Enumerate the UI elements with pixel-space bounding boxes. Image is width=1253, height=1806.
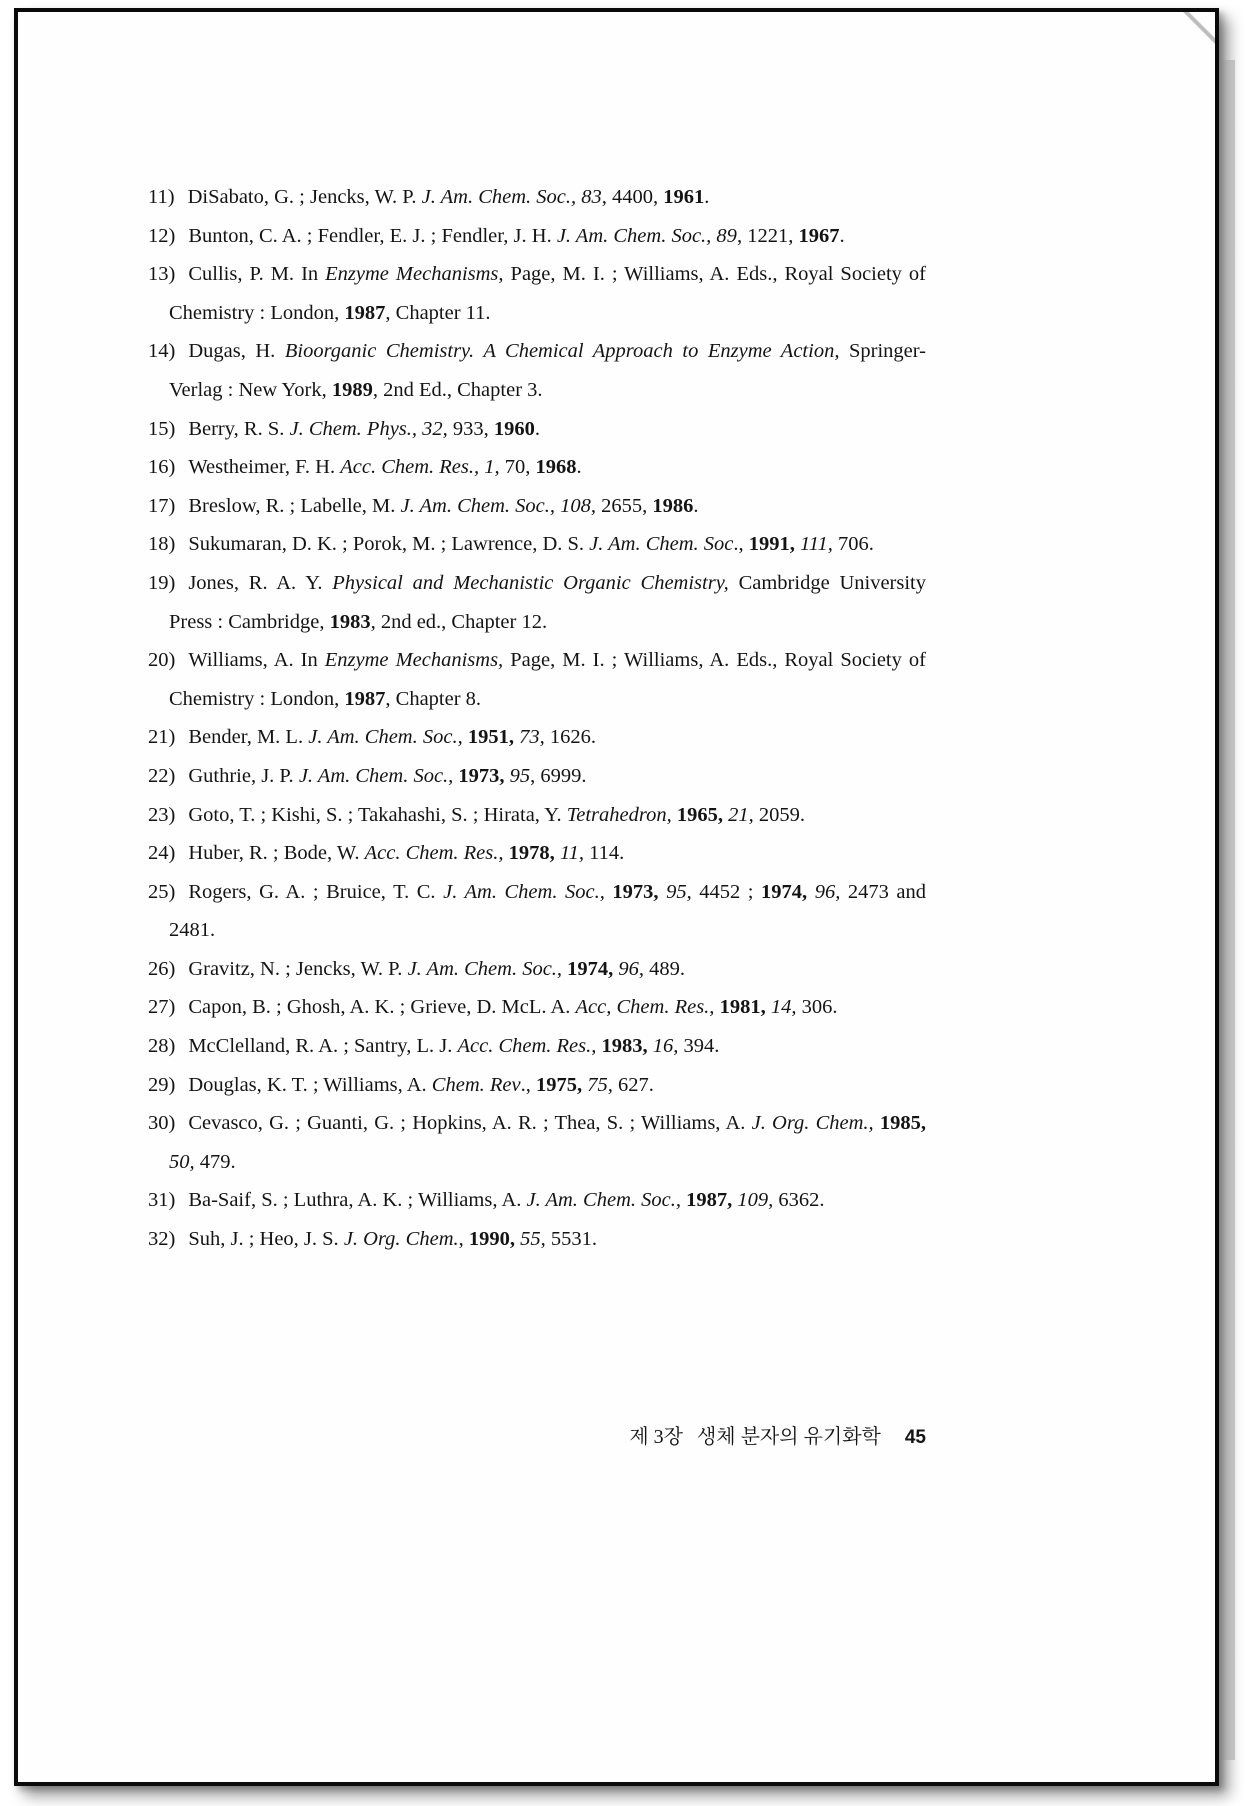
- reference-text-segment: 1983,: [601, 1035, 648, 1058]
- reference-text-segment: 1973,: [612, 880, 659, 903]
- reference-number: 29): [148, 1073, 176, 1096]
- reference-text-segment: Sukumaran, D. K. ; Porok, M. ; Lawrence, D. S.: [188, 533, 590, 556]
- reference-text-segment: 2655,: [596, 494, 653, 517]
- reference-text-segment: 1987: [344, 687, 386, 710]
- reference-number: 15): [148, 417, 176, 440]
- reference-text-segment: [659, 881, 667, 903]
- reference-number: 28): [148, 1035, 176, 1058]
- reference-text-segment: 96,: [814, 880, 841, 903]
- reference-text-segment: Breslow, R. ; Labelle, M.: [188, 494, 401, 517]
- reference-entry: [148, 796, 926, 835]
- reference-text-segment: , 1221,: [736, 224, 799, 247]
- reference-text-segment: 1968: [535, 456, 577, 479]
- reference-text-segment: 73,: [519, 726, 545, 749]
- reference-text-segment: 1990,: [468, 1228, 516, 1251]
- reference-text-segment: Williams, A. In: [188, 649, 325, 672]
- reference-text-segment: J. Am. Chem. Soc: [589, 533, 734, 556]
- reference-text-segment: J. Am. Chem. Soc.,: [298, 764, 454, 787]
- reference-text-segment: 933,: [447, 417, 494, 440]
- page-corner-curl: [1005, 12, 1215, 212]
- reference-text-segment: 55,: [520, 1228, 546, 1251]
- reference-entry: [148, 410, 926, 449]
- reference-text-segment: 1987,: [686, 1189, 733, 1212]
- reference-text-segment: Huber, R. ; Bode, W.: [188, 842, 365, 865]
- reference-text-segment: Goto, T. ; Kishi, S. ; Takahashi, S. ; Hirata, Y.: [188, 803, 567, 826]
- reference-text-segment: Suh, J. ; Heo, J. S.: [188, 1228, 344, 1251]
- reference-text-segment: 1975,: [535, 1073, 583, 1096]
- reference-text-segment: 1951,: [467, 726, 514, 749]
- reference-text-segment: 1965,: [676, 803, 723, 826]
- reference-entry: [148, 1220, 926, 1259]
- reference-text-segment: 394.: [678, 1035, 720, 1058]
- reference-text-segment: 111,: [800, 533, 833, 556]
- reference-text-segment: Gravitz, N. ; Jencks, W. P.: [188, 957, 408, 980]
- reference-entry: [148, 873, 926, 950]
- reference-number: 23): [148, 803, 176, 826]
- reference-text-segment: .: [534, 417, 541, 440]
- reference-text-segment: Page, M. I. ; Williams, A. Eds., Royal Society of Chemistry : London,: [169, 263, 926, 324]
- reference-text-segment: .: [576, 456, 582, 479]
- reference-text-segment: , Chapter 8.: [385, 687, 482, 710]
- reference-text-segment: , 6999.: [530, 764, 587, 787]
- reference-text-segment: Jones, R. A. Y.: [188, 571, 333, 594]
- reference-text-segment: 1983: [329, 610, 371, 633]
- reference-entry: [148, 178, 926, 217]
- reference-number: 30): [148, 1112, 176, 1135]
- reference-entry: [148, 255, 926, 332]
- reference-text-segment: 5531.: [545, 1228, 598, 1251]
- reference-number: 18): [148, 533, 176, 556]
- reference-text-segment: 21,: [728, 803, 754, 826]
- reference-text-segment: J. Am. Chem. Soc., 83,: [421, 186, 607, 208]
- reference-number: 14): [148, 340, 176, 363]
- reference-text-segment: 1991,: [748, 533, 795, 556]
- reference-entry: [148, 950, 926, 989]
- reference-text-segment: 627.: [612, 1073, 654, 1096]
- reference-text-segment: , 2nd Ed., Chapter 3.: [372, 378, 543, 401]
- reference-text-segment: 14,: [770, 996, 797, 1019]
- reference-text-segment: Bender, M. L.: [188, 726, 309, 749]
- reference-entry: [148, 487, 926, 526]
- reference-text-segment: Bioorganic Chemistry. A Chemical Approach to Enzyme Action,: [284, 340, 840, 363]
- reference-text-segment: 1989: [331, 378, 373, 401]
- reference-text-segment: 2473 and 2481.: [169, 880, 927, 942]
- reference-text-segment: Ba-Saif, S. ; Luthra, A. K. ; Williams, A.: [188, 1189, 527, 1212]
- reference-number: 31): [148, 1189, 176, 1212]
- reference-text-segment: .: [704, 186, 710, 208]
- reference-entry: [148, 1066, 926, 1105]
- reference-text-segment: Cambridge University Press : Cambridge,: [169, 571, 927, 633]
- reference-entry: [148, 988, 926, 1027]
- reference-number: 24): [148, 842, 176, 865]
- reference-text-segment: J. Org. Chem.,: [751, 1112, 874, 1135]
- reference-text-segment: 114.: [584, 842, 625, 865]
- reference-number: 11): [148, 186, 175, 208]
- reference-entry: [148, 217, 926, 256]
- reference-text-segment: Bunton, C. A. ; Fendler, E. J. ; Fendler, J. H.: [188, 224, 557, 247]
- reference-text-segment: 4452 ;: [691, 880, 762, 903]
- reference-number: 16): [148, 456, 176, 479]
- reference-text-segment: 1967: [798, 224, 840, 247]
- reference-text-segment: Acc, Chem. Res.,: [575, 996, 715, 1019]
- reference-number: 26): [148, 957, 176, 980]
- reference-text-segment: 16,: [652, 1035, 679, 1058]
- reference-text-segment: Acc. Chem. Res.,: [364, 842, 504, 865]
- reference-entry: [148, 757, 926, 796]
- reference-text-segment: J. Chem. Phys., 32,: [289, 417, 448, 440]
- reference-text-segment: 706.: [832, 533, 874, 556]
- reference-text-segment: J. Am. Chem. Soc., 89: [556, 224, 737, 247]
- reference-text-segment: 1978,: [508, 842, 555, 865]
- reference-entry: [148, 1181, 926, 1220]
- reference-text-segment: 479.: [194, 1150, 236, 1173]
- reference-text-segment: 109,: [737, 1189, 774, 1212]
- reference-text-segment: Enzyme Mechanisms,: [325, 263, 504, 286]
- reference-text-segment: 306.: [796, 996, 838, 1019]
- reference-text-segment: [807, 881, 815, 903]
- reference-text-segment: 95: [509, 764, 531, 787]
- reference-text-segment: 1960: [493, 417, 535, 440]
- reference-text-segment: Guthrie, J. P.: [188, 764, 299, 787]
- reference-entry: [148, 525, 926, 564]
- reference-text-segment: Berry, R. S.: [188, 417, 290, 440]
- reference-text-segment: McClelland, R. A. ; Santry, L. J.: [188, 1035, 458, 1058]
- reference-number: 21): [148, 726, 176, 749]
- reference-entry: [148, 448, 926, 487]
- footer-chapter-label: 제 3장: [629, 1426, 683, 1448]
- reference-text-segment: 70,: [499, 456, 536, 479]
- reference-entry: [148, 564, 926, 641]
- reference-text-segment: Chem. Rev: [431, 1073, 521, 1096]
- reference-number: 25): [148, 880, 176, 903]
- reference-text-segment: Springer-Verlag : New York,: [169, 340, 927, 401]
- reference-number: 22): [148, 764, 176, 787]
- footer-page-number: 45: [904, 1427, 926, 1448]
- reference-number: 12): [148, 224, 176, 247]
- reference-entry: [148, 641, 926, 718]
- reference-text-segment: J. Am. Chem. Soc.,: [308, 726, 463, 749]
- reference-text-segment: Tetrahedron,: [566, 803, 672, 826]
- reference-text-segment: 1974,: [761, 880, 808, 903]
- reference-entry: [148, 1104, 926, 1181]
- reference-text-segment: 1974,: [567, 957, 614, 980]
- reference-text-segment: 1626.: [544, 726, 596, 749]
- reference-text-segment: Acc. Chem. Res., 1,: [340, 456, 500, 479]
- reference-text-segment: J. Am. Chem. Soc.,: [407, 957, 563, 980]
- page-border-frame: [14, 8, 1219, 1786]
- reference-text-segment: Westheimer, F. H.: [188, 456, 341, 479]
- reference-text-segment: 1973,: [458, 764, 505, 787]
- reference-number: 19): [148, 571, 176, 594]
- reference-text-segment: Cevasco, G. ; Guanti, G. ; Hopkins, A. R. ; Thea, S. ; Williams, A.: [188, 1112, 752, 1135]
- reference-number: 17): [148, 494, 176, 517]
- reference-text-segment: 95,: [666, 880, 692, 903]
- footer-section-title: 생체 분자의 유기화학: [696, 1426, 881, 1448]
- reference-text-segment: J. Org. Chem.: [343, 1228, 459, 1251]
- reference-text-segment: Enzyme Mechanisms,: [324, 649, 504, 672]
- reference-text-segment: 2059.: [753, 803, 805, 826]
- reference-text-segment: DiSabato, G. ; Jencks, W. P.: [187, 186, 422, 208]
- reference-text-segment: Cullis, P. M. In: [188, 263, 326, 286]
- reference-text-segment: , 2nd ed., Chapter 12.: [370, 610, 548, 633]
- reference-text-segment: , Chapter 11.: [385, 301, 491, 324]
- reference-text-segment: J. Am. Chem. Soc.,: [443, 880, 605, 903]
- reference-text-segment: 75,: [587, 1073, 613, 1096]
- reference-text-segment: J. Am. Chem. Soc., 108,: [400, 494, 596, 517]
- reference-text-segment: 1987: [344, 301, 386, 324]
- reference-list: [148, 178, 926, 1259]
- reference-number: 32): [148, 1228, 176, 1251]
- reference-text-segment: Capon, B. ; Ghosh, A. K. ; Grieve, D. McL. A.: [188, 996, 576, 1019]
- reference-text-segment: J. Am. Chem. Soc.,: [526, 1189, 681, 1212]
- reference-text-segment: Page, M. I. ; Williams, A. Eds., Royal Society of Chemistry : London,: [169, 649, 926, 710]
- reference-entry: [148, 332, 926, 409]
- reference-text-segment: 6362.: [773, 1189, 825, 1212]
- reference-text-segment: .: [839, 224, 845, 247]
- reference-text-segment: 1961: [663, 186, 705, 208]
- reference-text-segment: ,: [458, 1228, 469, 1251]
- page-footer: [148, 1420, 926, 1449]
- reference-text-segment: Dugas, H.: [188, 340, 285, 363]
- reference-text-segment: Physical and Mechanistic Organic Chemistry,: [332, 571, 729, 594]
- reference-text-segment: Douglas, K. T. ; Williams, A.: [188, 1073, 432, 1096]
- reference-text-segment: 50,: [169, 1150, 195, 1173]
- reference-number: 20): [148, 649, 176, 672]
- reference-entry: [148, 718, 926, 757]
- reference-text-segment: 489.: [644, 957, 686, 980]
- reference-text-segment: 1986: [652, 494, 694, 517]
- reference-text-segment: .: [693, 494, 699, 517]
- reference-text-segment: .,: [733, 533, 749, 556]
- reference-text-segment: Acc. Chem. Res.,: [457, 1035, 597, 1058]
- reference-entry: [148, 834, 926, 873]
- reference-entry: [148, 1027, 926, 1066]
- scan-edge-shadow: [1221, 60, 1235, 1760]
- reference-text-segment: 4400,: [606, 186, 664, 208]
- reference-number: 13): [148, 263, 176, 286]
- reference-text-segment: .,: [520, 1073, 536, 1096]
- reference-number: 27): [148, 996, 176, 1019]
- reference-text-segment: Rogers, G. A. ; Bruice, T. C.: [188, 880, 444, 903]
- reference-text-segment: 96,: [618, 957, 645, 980]
- reference-text-segment: 11,: [559, 842, 584, 865]
- reference-text-segment: 1985,: [879, 1112, 926, 1135]
- reference-text-segment: 1981,: [719, 996, 766, 1019]
